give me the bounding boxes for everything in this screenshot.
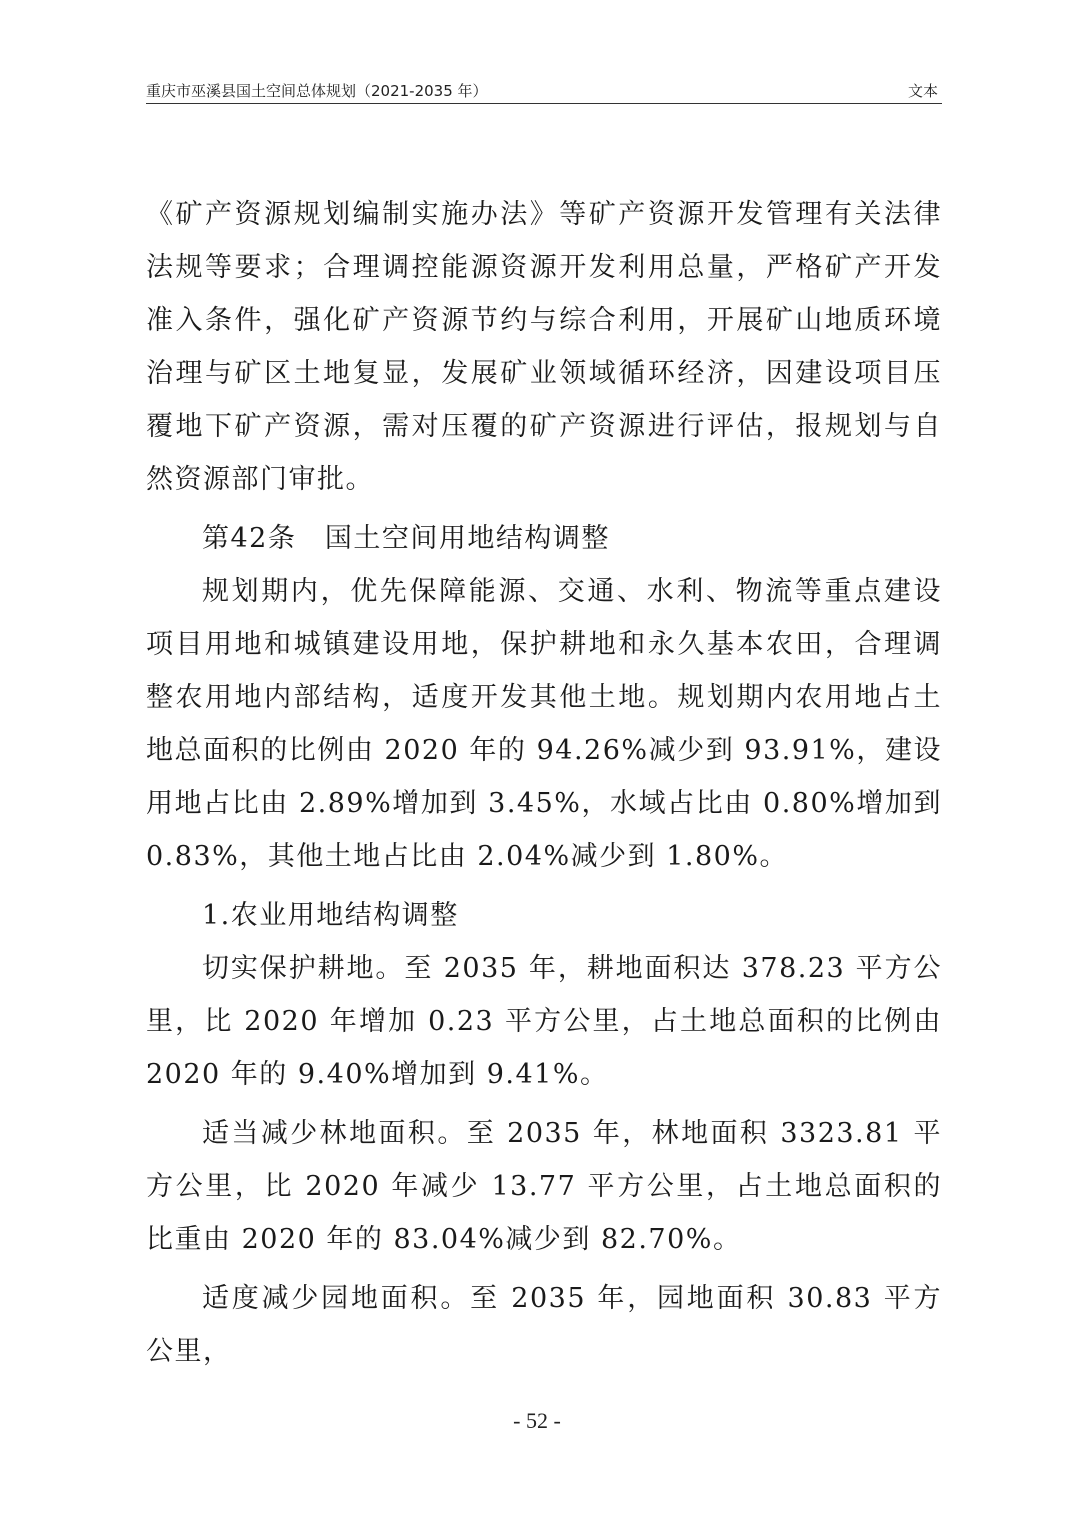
page-header — [146, 78, 942, 104]
paragraph: 切实保护耕地。至 2035 年，耕地面积达 378.23 平方公里，比 2020 年增加 0.23 平方公里，占土地总面积的比例由 2020 年的 9.40%增加到 9.41%。 — [146, 953, 942, 1090]
document-title: 重庆市巫溪县国土空间总体规划（2021-2035 年） — [146, 82, 488, 100]
subsection-heading: 1.农业用地结构调整 — [202, 900, 459, 931]
body-text — [146, 188, 942, 1378]
section-label: 文本 — [907, 82, 938, 100]
paragraph: 适度减少园地面积。至 2035 年，园地面积 30.83 平方公里， — [146, 1283, 942, 1367]
paragraph-continuation: 《矿产资源规划编制实施办法》等矿产资源开发管理有关法律法规等要求；合理调控能源资源开发利用总量，严格矿产开发准入条件，强化矿产资源节约与综合利用，开展矿山地质环境治理与矿区土地复显，发展矿业领域循环经济，因建设项目压覆地下矿产资源，需对压覆的矿产资源进行评估，报规划与自然资源部门审批。 — [146, 199, 942, 495]
page-number: - 52 - — [513, 1408, 561, 1433]
header-divider — [146, 103, 942, 104]
article-heading: 第42条 国土空间用地结构调整 — [202, 523, 610, 554]
paragraph: 适当减少林地面积。至 2035 年，林地面积 3323.81 平方公里，比 2020 年减少 13.77 平方公里，占土地总面积的比重由 2020 年的 83.04%减少到 82.70%。 — [146, 1118, 942, 1255]
paragraph: 规划期内，优先保障能源、交通、水利、物流等重点建设项目用地和城镇建设用地，保护耕地和永久基本农田，合理调整农用地内部结构，适度开发其他土地。规划期内农用地占土地总面积的比例由 2020 年的 94.26%减少到 93.91%，建设用地占比由 2.89%增加到 3.45%，水域占比由 0.80%增加到 0.83%，其他土地占比由 2.04%减少到 1.80%。 — [146, 576, 942, 872]
